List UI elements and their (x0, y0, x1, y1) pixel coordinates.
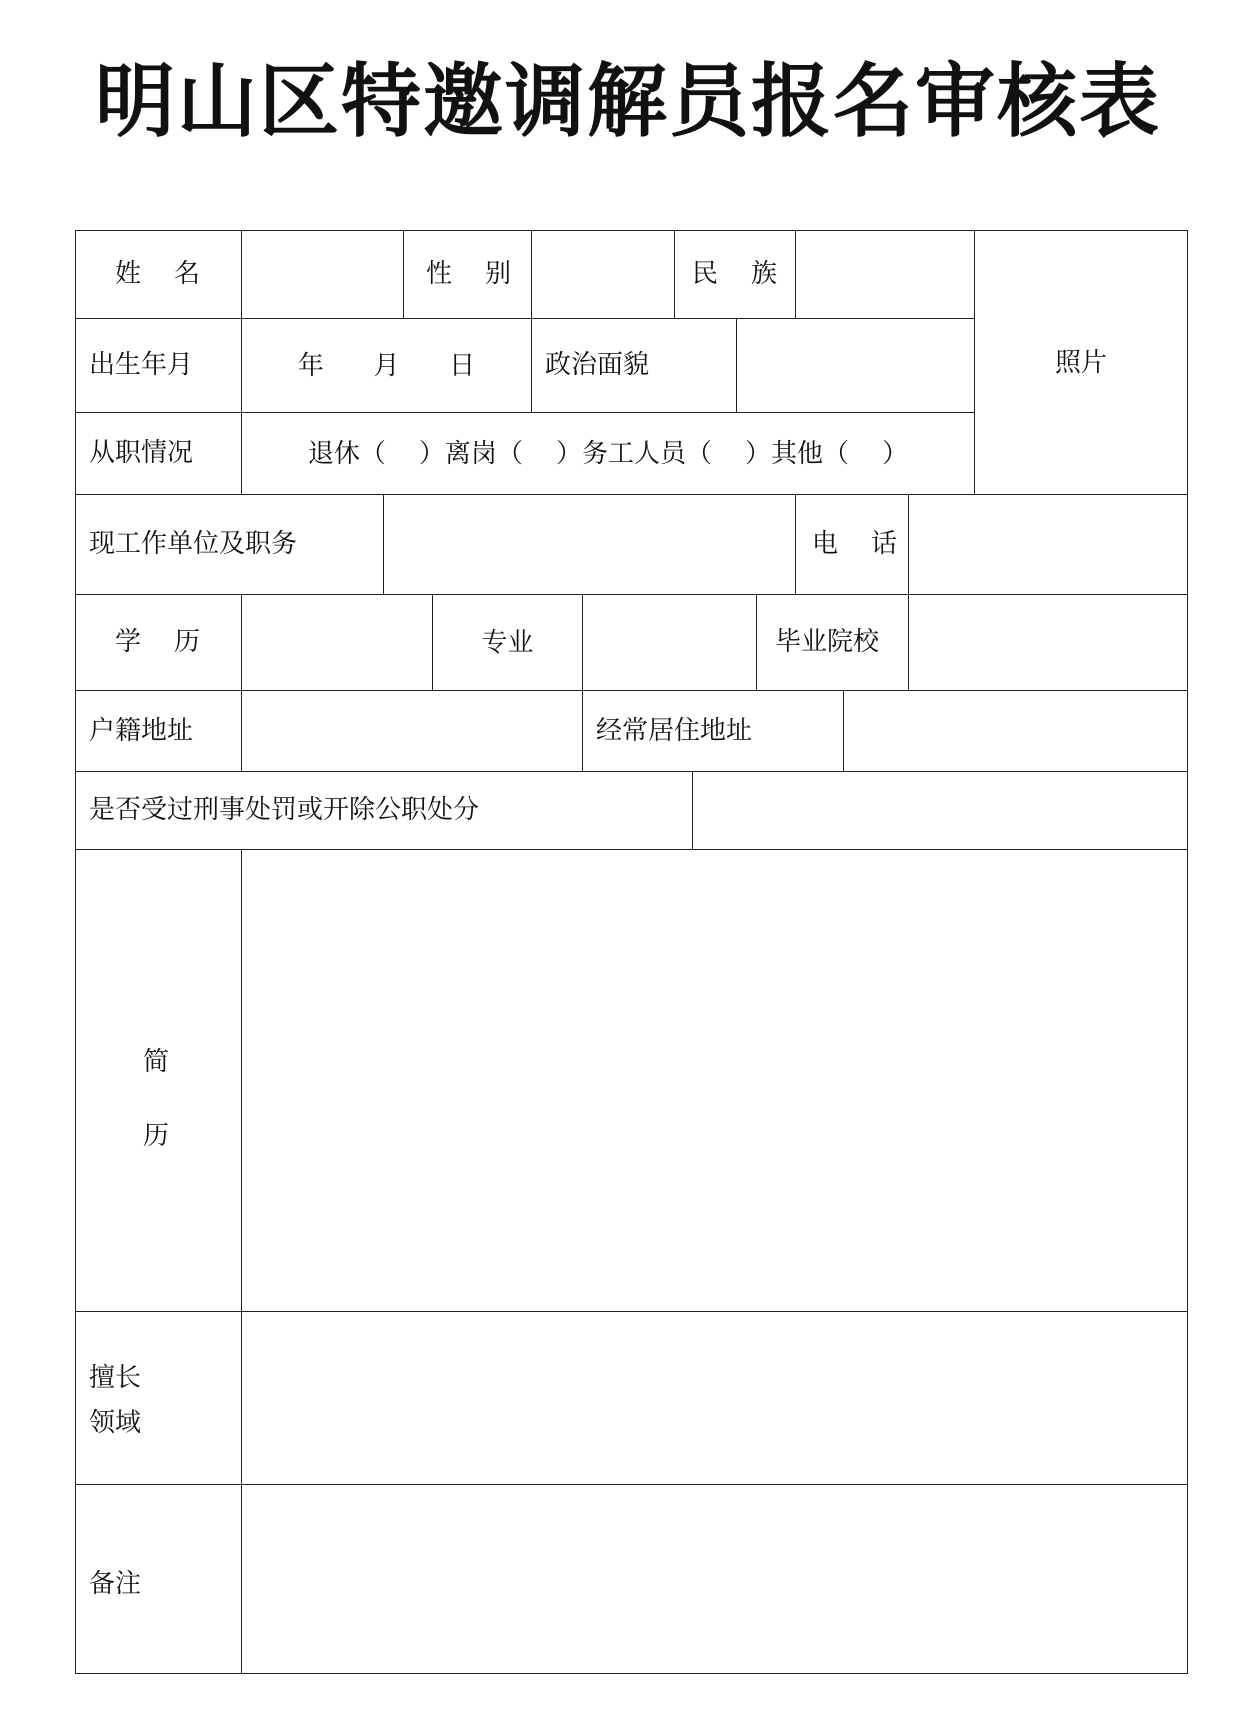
photo-placeholder[interactable]: 照片 (1054, 347, 1107, 378)
expertise-field[interactable] (242, 1312, 1187, 1484)
birth-date-field[interactable]: 年 月 日 (297, 350, 476, 381)
page-title: 明山区特邀调解员报名审核表 (95, 55, 1161, 148)
political-label: 政治面貌 (545, 350, 650, 380)
remarks-label: 备注 (89, 1569, 142, 1599)
education-field[interactable] (242, 595, 432, 690)
resume-label-1: 简 (143, 1047, 170, 1077)
criminal-record-label: 是否受过刑事处罚或开除公职处分 (89, 795, 480, 825)
political-field[interactable] (737, 319, 974, 412)
workplace-field[interactable] (384, 495, 795, 594)
school-field[interactable] (909, 595, 1187, 690)
gender-label: 性 别 (426, 259, 512, 289)
phone-label: 电 话 (812, 529, 898, 559)
phone-field[interactable] (909, 495, 1187, 594)
remarks-field[interactable] (242, 1485, 1187, 1673)
residence-label: 经常居住地址 (596, 716, 753, 746)
gender-field[interactable] (532, 231, 674, 318)
workplace-label: 现工作单位及职务 (89, 529, 298, 559)
birth-label: 出生年月 (89, 350, 194, 380)
education-label: 学 历 (115, 627, 201, 657)
school-label: 毕业院校 (775, 627, 880, 657)
name-field[interactable] (242, 231, 403, 318)
resume-label-2: 历 (143, 1121, 170, 1151)
expertise-label-2: 领域 (89, 1408, 142, 1438)
major-field[interactable] (583, 595, 756, 690)
employment-options[interactable]: 退休（ ）离岗（ ）务工人员（ ）其他（ ） (307, 438, 909, 469)
resume-field[interactable] (242, 850, 1187, 1311)
expertise-label-1: 擅长 (89, 1363, 142, 1393)
residence-field[interactable] (844, 691, 1187, 771)
ethnicity-label: 民 族 (692, 259, 778, 289)
major-label: 专业 (481, 627, 534, 658)
employment-label: 从职情况 (89, 438, 194, 468)
household-field[interactable] (242, 691, 582, 771)
household-label: 户籍地址 (89, 716, 194, 746)
name-label: 姓 名 (115, 259, 201, 289)
ethnicity-field[interactable] (796, 231, 974, 318)
criminal-record-field[interactable] (693, 772, 1187, 849)
